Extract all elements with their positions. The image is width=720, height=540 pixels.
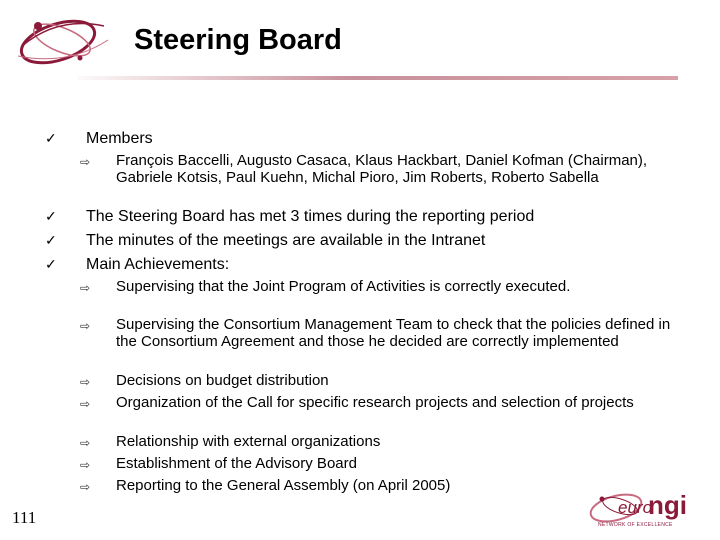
members-list: François Baccelli, Augusto Casaca, Klaus Hackbart, Daniel Kofman (Chairman), Gabriele Kotsis, Paul Kuehn, Michal Pioro, Jim Roberts, Roberto Sabella [116, 152, 648, 186]
check-icon: ✓ [45, 232, 57, 248]
minutes-availability: The minutes of the meetings are available in the Intranet [86, 232, 486, 249]
logo-ngi-text: ngi [648, 490, 687, 520]
members-label: Members [86, 130, 153, 147]
arrow-icon: ⇨ [80, 480, 91, 494]
achievement-item: Decisions on budget distribution [116, 372, 329, 389]
achievement-item: Supervising the Consortium Management Team to check that the policies defined in the Consortium Agreement and those he decided are correctly implemented [116, 316, 671, 350]
check-icon: ✓ [45, 130, 57, 146]
arrow-icon: ⇨ [80, 155, 91, 169]
page-number: 111 [12, 508, 37, 527]
achievement-item: Establishment of the Advisory Board [116, 455, 357, 472]
euro-ngi-orbit-logo [8, 6, 116, 76]
achievements-label: Main Achievements: [86, 256, 230, 273]
arrow-icon: ⇨ [80, 436, 91, 450]
title-divider [78, 76, 678, 80]
achievement-item: Supervising that the Joint Program of Activities is correctly executed. [116, 278, 571, 295]
arrow-icon: ⇨ [80, 281, 91, 295]
achievement-item: Reporting to the General Assembly (on April 2005) [116, 477, 451, 494]
arrow-icon: ⇨ [80, 319, 91, 333]
meetings-count: The Steering Board has met 3 times during the reporting period [86, 208, 535, 225]
achievement-item: Relationship with external organizations [116, 433, 381, 450]
logo-euro-text: euro [618, 498, 653, 517]
arrow-icon: ⇨ [80, 375, 91, 389]
check-icon: ✓ [45, 208, 57, 224]
check-icon: ✓ [45, 256, 57, 272]
arrow-icon: ⇨ [80, 458, 91, 472]
achievement-item: Organization of the Call for specific research projects and selection of projects [116, 394, 634, 411]
logo-tagline: NETWORK OF EXCELLENCE [598, 522, 673, 528]
page-title: Steering Board [134, 24, 342, 56]
arrow-icon: ⇨ [80, 397, 91, 411]
